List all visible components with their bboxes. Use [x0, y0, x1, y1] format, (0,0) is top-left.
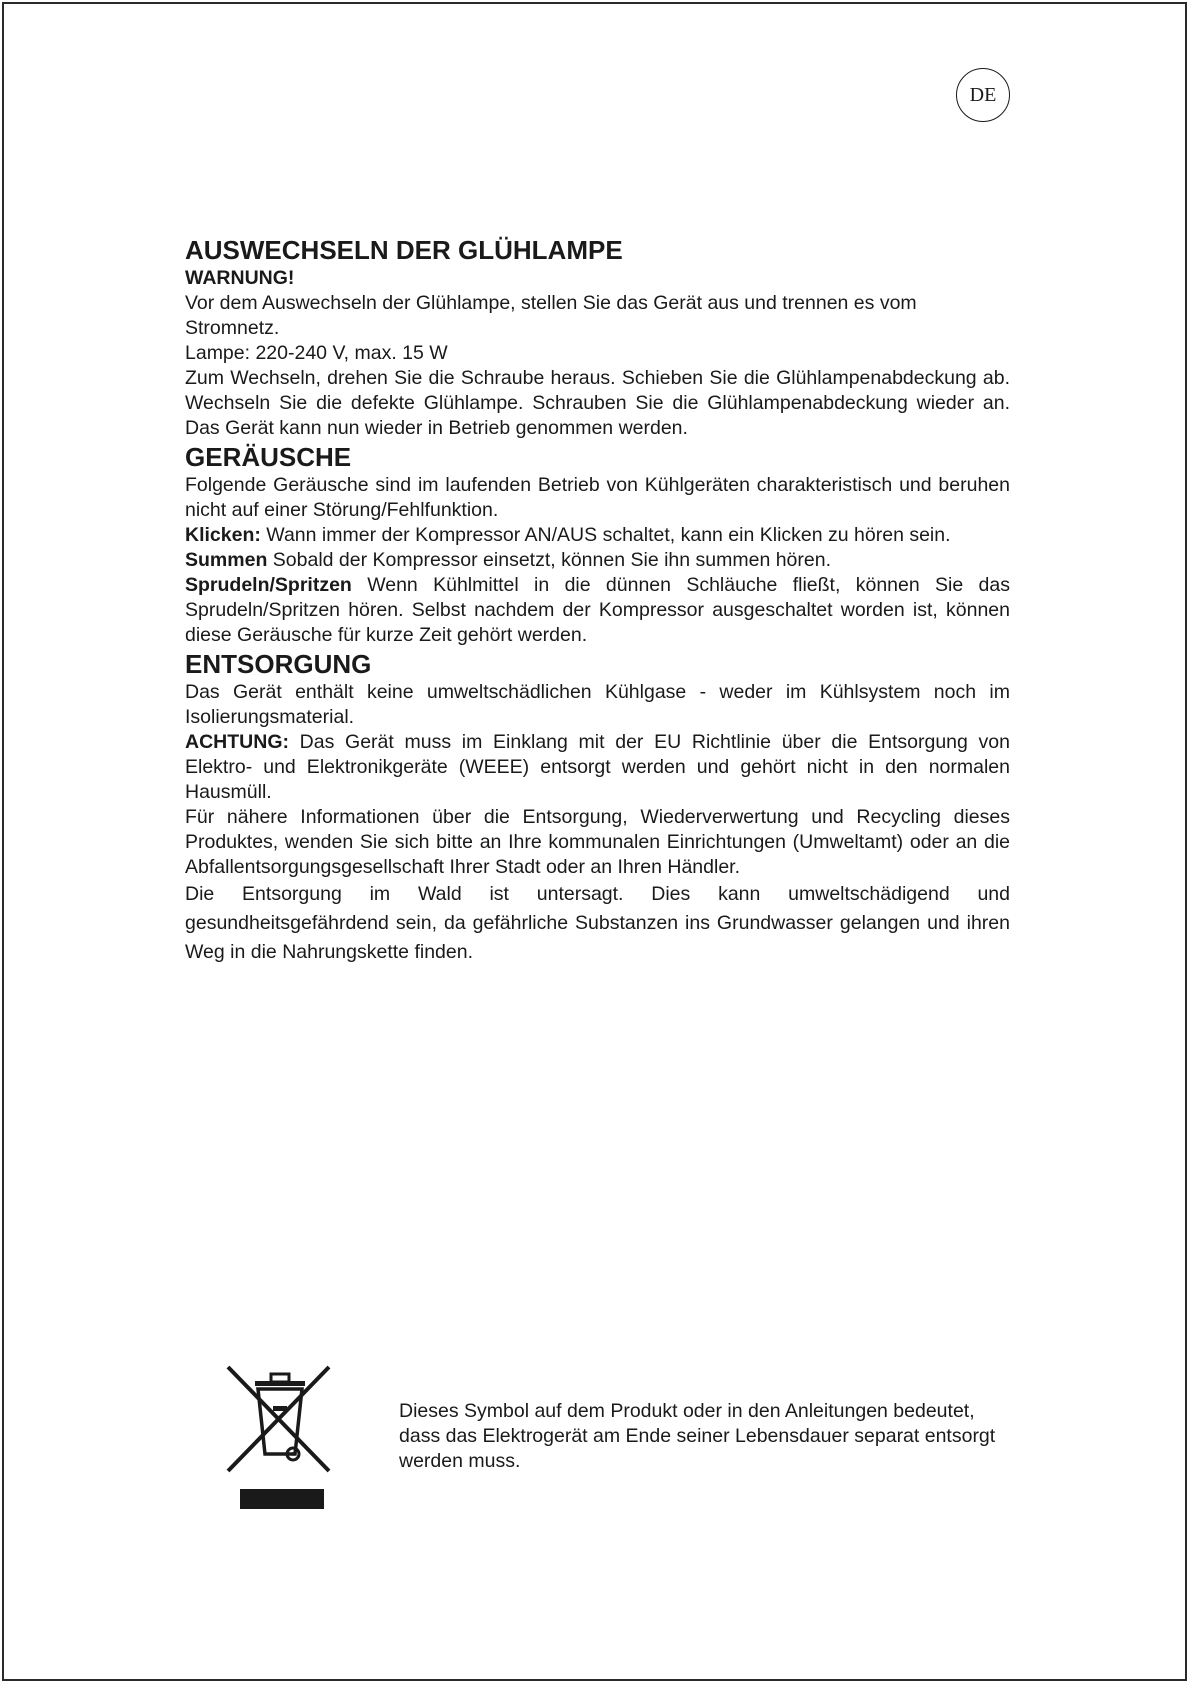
warning-text: Vor dem Auswechseln der Glühlampe, stellen Sie das Gerät aus und trennen es vom Stromnetz.: [185, 292, 917, 339]
click-text: Wann immer der Kompressor AN/AUS schaltet, kann ein Klicken zu hören sein.: [260, 524, 951, 546]
lamp-spec: Lampe: 220-240 V, max. 15 W: [185, 342, 448, 364]
disposal-intro: Das Gerät enthält keine umweltschädlichen Kühlgase - weder im Kühlsystem noch im Isolierungsmaterial.: [185, 681, 1010, 728]
disposal-attention: [185, 730, 1010, 805]
language-badge: DE: [956, 68, 1010, 122]
section-title-bulb: AUSWECHSELN DER GLÜHLAMPE: [185, 235, 623, 265]
noise-hum: [185, 548, 1010, 573]
hum-text: Sobald der Kompressor einsetzt, können Sie ihn summen hören.: [267, 549, 832, 571]
attention-label: ACHTUNG:: [185, 731, 289, 753]
bubble-text: Wenn Kühlmittel in die dünnen Schläuche fließt, können Sie das Sprudeln/Spritzen hören. Selbst nachdem der Kompressor ausgeschaltet worden ist, können diese Geräusche für kurze Zeit gehört werden.: [185, 574, 1010, 646]
noise-bubble: [185, 573, 1010, 648]
attention-text: Das Gerät muss im Einklang mit der EU Richtlinie über die Entsorgung von Elektro- und Elektronikgeräte (WEEE) entsorgt werden und gehört nicht in den normalen Hausmüll.: [185, 731, 1010, 803]
manual-page: [2, 2, 1187, 1681]
section-title-noise: GERÄUSCHE: [185, 442, 352, 472]
section-title-disposal: ENTSORGUNG: [185, 649, 372, 679]
disposal-info: Für nähere Informationen über die Entsorgung, Wiederverwertung und Recycling dieses Produktes, wenden Sie sich bitte an Ihre kommunalen Einrichtungen (Umweltamt) oder an die Abfallentsorgungsgesellschaft Ihrer Stadt oder an Ihren Händler.: [185, 806, 1010, 878]
bubble-label: Sprudeln/Spritzen: [185, 574, 352, 596]
bulb-instructions: Zum Wechseln, drehen Sie die Schraube heraus. Schieben Sie die Glühlampenabdeckung ab. Wechseln Sie die defekte Glühlampe. Schrauben Sie die Glühlampenabdeckung wieder an. Das Gerät kann nun wieder in Betrieb genommen werden.: [185, 367, 1010, 439]
noise-intro: Folgende Geräusche sind im laufenden Betrieb von Kühlgeräten charakteristisch und beruhen nicht auf einer Störung/Fehlfunktion.: [185, 474, 1010, 521]
weee-symbol-text: Dieses Symbol auf dem Produkt oder in den Anleitungen bedeutet, dass das Elektrogerät am Ende seiner Lebensdauer separat entsorgt werden muss.: [399, 1399, 996, 1472]
disposal-forest: Die Entsorgung im Wald ist untersagt. Dies kann umweltschädigend und gesundheitsgefährdend sein, da gefährliche Substanzen ins Grundwasser gelangen und ihren Weg in die Nahrungskette finden.: [185, 883, 1010, 963]
weee-symbol-row: [185, 1359, 1010, 1519]
warning-label: WARNUNG!: [185, 267, 295, 289]
noise-click: [185, 523, 1010, 548]
crossed-out-wheelie-bin-icon: [225, 1359, 335, 1519]
page-content: [185, 234, 1010, 967]
click-label: Klicken:: [185, 524, 261, 546]
hum-label: Summen: [185, 549, 268, 571]
